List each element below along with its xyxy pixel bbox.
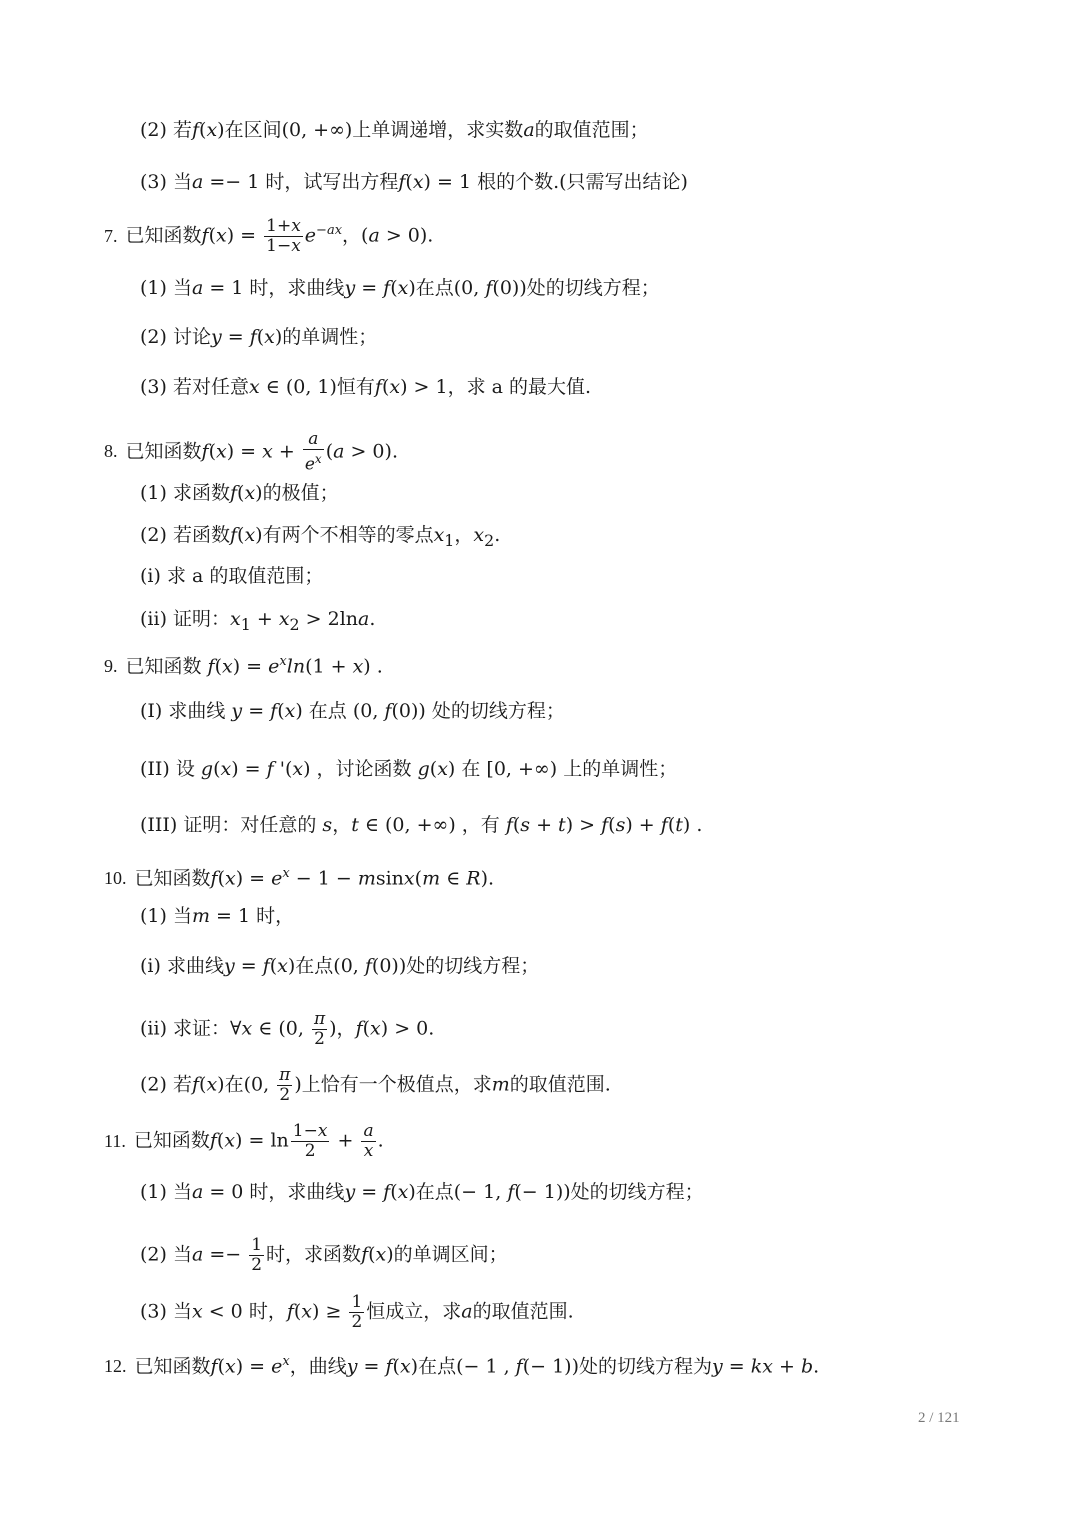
text-line-8: (1) 求函数f(x)的极值； [140, 482, 339, 504]
text-line-20: (2) 若f(x)在(0, $\frac{\pi}{2}$ )上恰有一个极值点，求m的取值范围. [140, 1065, 611, 1105]
text-line-1: (2) 若f(x)在区间(0, +∞)上单调递增，求实数a的取值范围； [140, 119, 649, 141]
text-line-23: (2) 当a =− $\frac{1}{2}$ 时，求函数f(x)的单调区间； [140, 1235, 508, 1275]
text-line-12: 9. 已知函数 $f(x) = e^x\ln(1 + x)$ . [104, 654, 383, 678]
text-line-6: (3) 若对任意x ∈ (0, 1)恒有f(x) > 1，求 a 的最大值. [140, 376, 592, 398]
text-line-3: 7. 已知函数f(x) = $\frac{1+x}{1-x}$ $e^{-ax}$，(a > 0). [104, 216, 434, 256]
text-line-25: 12. 已知函数$f(x) = e^x$，曲线y = f(x)在点(− 1 , f(− 1))处的切线方程为y = kx + b. [104, 1354, 820, 1378]
text-line-19: (ii) 求证：∀x ∈ (0, $\frac{\pi}{2}$ )，f(x) > 0. [140, 1009, 435, 1049]
page-number: 2 / 121 [918, 1410, 960, 1426]
text-line-17: (1) 当m = 1 时， [140, 905, 295, 927]
text-line-11: (ii) 证明：$x_1 + x_2 > 2\ln a$. [140, 608, 376, 634]
text-line-21: 11. 已知函数f(x) = ln $\frac{1-x}{2}$ + $\frac{a}{x}$ . [104, 1121, 384, 1161]
text-line-9: (2) 若函数f(x)有两个不相等的零点$x_1$，$x_2$. [140, 524, 501, 550]
text-line-16: 10. 已知函数$f(x) = e^x - 1 - msinx(m$ ∈ R). [104, 866, 495, 890]
text-line-4: (1) 当a = 1 时，求曲线y = f(x)在点(0, f(0))处的切线方程； [140, 277, 660, 299]
text-line-10: (i) 求 a 的取值范围； [140, 565, 324, 587]
text-line-14: (II) 设 g(x) = f '(x) ，讨论函数 g(x) 在 [0, +∞) 上的单调性； [140, 758, 678, 780]
text-line-7: 8. 已知函数f(x) = x + $\frac{a}{e^x}$ (a > 0). [104, 429, 398, 475]
text-line-5: (2) 讨论y = f(x)的单调性； [140, 326, 378, 348]
text-line-15: (III) 证明：对任意的 s，t ∈ (0, +∞) ，有 f(s + t) > f(s) + f(t) . [140, 814, 703, 836]
text-line-24: (3) 当x < 0 时，f(x) ≥ $\frac{1}{2}$ 恒成立，求a的取值范围. [140, 1292, 574, 1332]
text-line-13: (I) 求曲线 y = f(x) 在点 (0, f(0)) 处的切线方程； [140, 700, 565, 722]
text-line-18: (i) 求曲线y = f(x)在点(0, f(0))处的切线方程； [140, 955, 540, 977]
text-line-22: (1) 当a = 0 时，求曲线y = f(x)在点(− 1, f(− 1))处的切线方程； [140, 1181, 704, 1203]
text-line-2: (3) 当a =− 1 时，试写出方程f(x) = 1 根的个数.(只需写出结论) [140, 171, 688, 193]
